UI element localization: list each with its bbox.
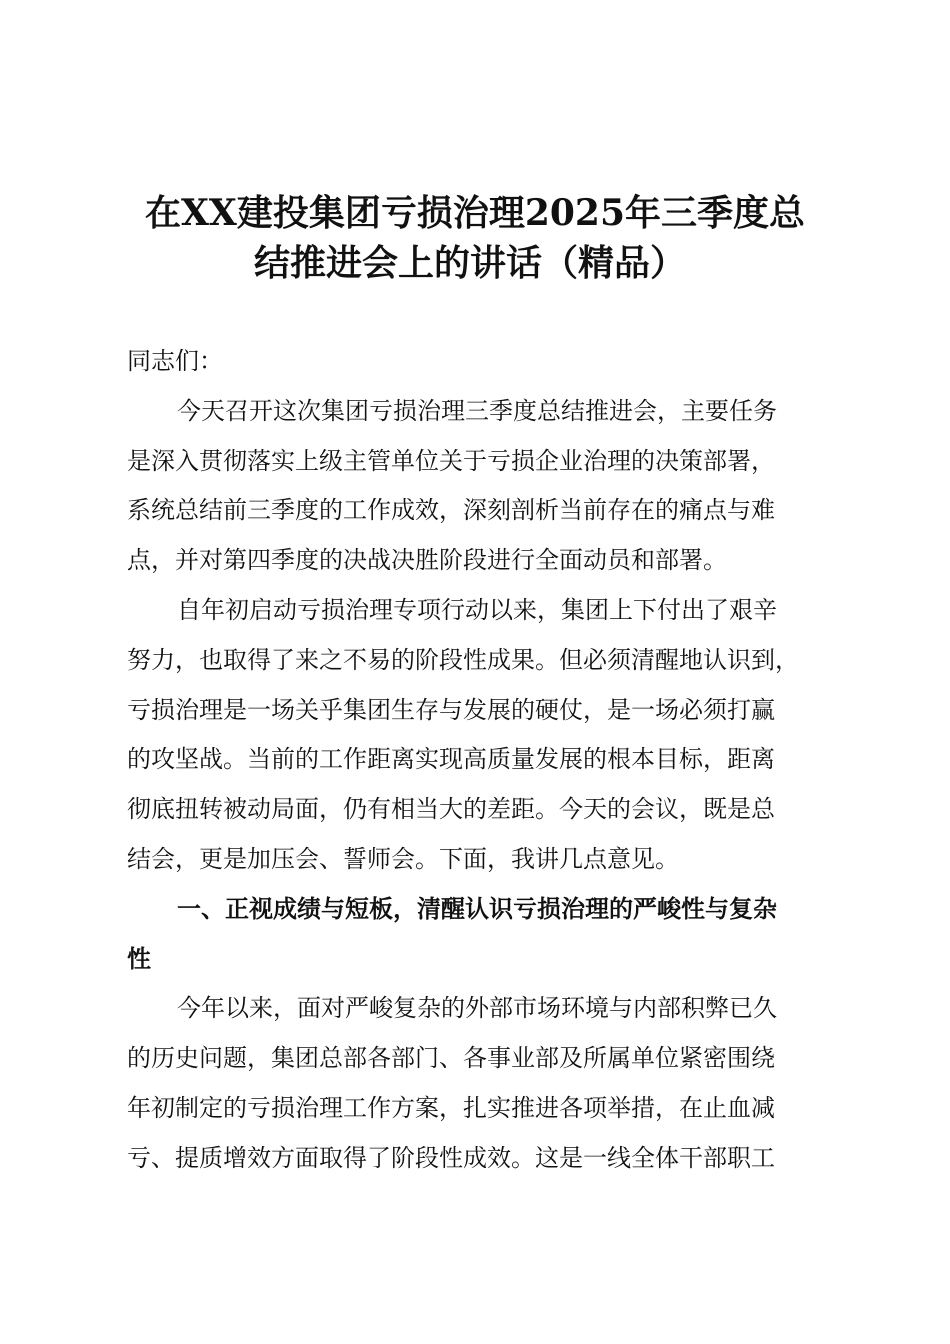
- title-line-1: 在XX建投集团亏损治理2025年三季度总: [144, 192, 806, 234]
- paragraph-intro: [127, 387, 827, 586]
- text-line: 努力，也取得了来之不易的阶段性成果。但必须清醒地认识到，: [127, 645, 799, 674]
- text-line: 是深入贯彻落实上级主管单位关于亏损企业治理的决策部署，: [127, 446, 775, 475]
- salutation: 同志们：: [127, 347, 223, 375]
- text-line: 今年以来，面对严峻复杂的外部市场环境与内部积弊已久: [177, 994, 777, 1023]
- text-line: 的攻坚战。当前的工作距离实现高质量发展的根本目标，距离: [127, 745, 775, 774]
- text-line: 的历史问题，集团总部各部门、各事业部及所属单位紧密围绕: [127, 1044, 775, 1073]
- text-line: 结会，更是加压会、誓师会。下面，我讲几点意见。: [127, 844, 679, 873]
- text-line: 彻底扭转被动局面，仍有相当大的差距。今天的会议，既是总: [127, 795, 775, 824]
- text-line: 自年初启动亏损治理专项行动以来，集团上下付出了艰辛: [177, 595, 777, 624]
- text-line: 年初制定的亏损治理工作方案，扎实推进各项举措，在止血减: [127, 1093, 775, 1122]
- paragraph-achievements: [127, 984, 827, 1183]
- document-title: [0, 188, 950, 288]
- heading-line: 一、正视成绩与短板，清醒认识亏损治理的严峻性与复杂: [177, 894, 777, 923]
- text-line: 亏、提质增效方面取得了阶段性成效。这是一线全体干部职工: [127, 1143, 775, 1172]
- paragraph-context: [127, 586, 827, 885]
- title-line-2: 结推进会上的讲话（精品）: [253, 242, 686, 284]
- text-line: 今天召开这次集团亏损治理三季度总结推进会，主要任务: [177, 396, 777, 425]
- text-line: 亏损治理是一场关乎集团生存与发展的硬仗，是一场必须打赢: [127, 695, 775, 724]
- document-body: [127, 337, 827, 1184]
- section-heading-1: [127, 885, 827, 985]
- text-line: 系统总结前三季度的工作成效，深刻剖析当前存在的痛点与难: [127, 496, 775, 525]
- text-line: 点，并对第四季度的决战决胜阶段进行全面动员和部署。: [127, 546, 727, 575]
- heading-line: 性: [127, 944, 151, 973]
